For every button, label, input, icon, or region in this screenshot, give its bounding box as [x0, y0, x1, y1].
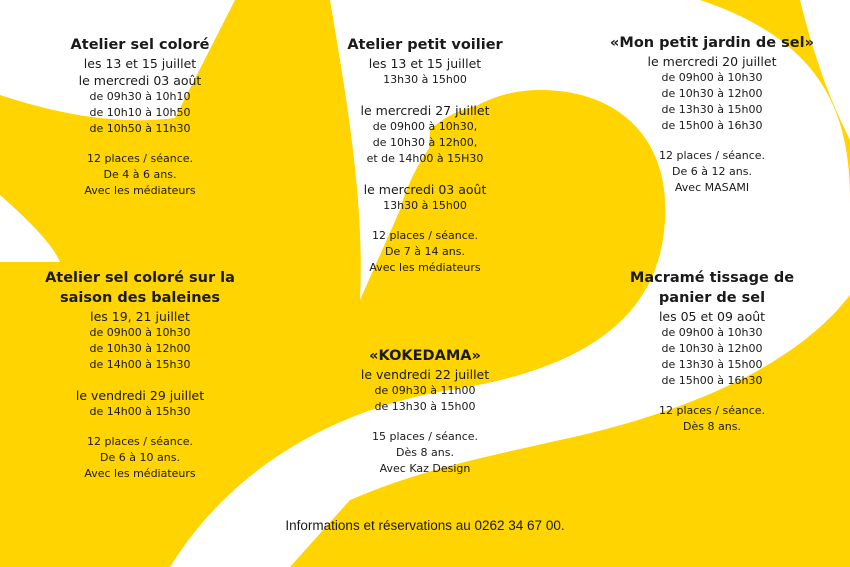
session-detail: Avec Kaz Design [379, 462, 471, 475]
session-detail: de 14h00 à 15h30 [89, 405, 191, 418]
session-date: le vendredi 29 juillet [75, 388, 205, 403]
session-date: les 19, 21 juillet [90, 309, 190, 324]
session-detail: de 10h30 à 12h00 [661, 342, 763, 355]
workshop-title: «Mon petit jardin de sel» [610, 35, 814, 51]
white-shape-left [0, 195, 60, 262]
workshop-petit-voilier [347, 35, 502, 276]
spacer [347, 214, 502, 228]
workshop-sel-colore [71, 35, 210, 199]
session-detail: de 09h00 à 10h30 [89, 326, 191, 339]
spacer [610, 134, 814, 148]
spacer [71, 137, 210, 151]
session-date: le mercredi 03 août [363, 182, 487, 197]
session-detail: de 09h00 à 10h30 [661, 326, 763, 339]
workshop-macrame [627, 268, 797, 435]
workshop-title: Macramé tissage de panier de sel [629, 270, 795, 306]
session-detail: de 15h00 à 16h30 [661, 374, 763, 387]
session-detail: 12 places / séance. [86, 435, 194, 448]
spacer [347, 167, 502, 181]
session-detail: de 14h00 à 15h30 [89, 358, 191, 371]
session-date: les 13 et 15 juillet [368, 56, 482, 71]
session-detail: Avec les médiateurs [369, 261, 481, 274]
footer-info: Informations et réservations au 0262 34 67 00. [285, 518, 565, 533]
session-date: les 13 et 15 juillet [83, 56, 197, 71]
spacer [45, 420, 235, 434]
session-date: le mercredi 20 juillet [647, 54, 777, 69]
session-date: les 05 et 09 août [658, 309, 766, 324]
session-detail: de 09h30 à 10h10 [89, 90, 191, 103]
session-detail: 13h30 à 15h00 [383, 199, 467, 212]
session-detail: Avec les médiateurs [84, 184, 196, 197]
workshop-title: Atelier petit voilier [347, 37, 503, 53]
session-detail: De 6 à 10 ans. [100, 451, 180, 464]
session-detail: De 7 à 14 ans. [385, 245, 465, 258]
session-date: le vendredi 22 juillet [360, 367, 490, 382]
session-detail: Avec MASAMI [674, 181, 750, 194]
workshop-petit-jardin-de-sel [610, 33, 814, 196]
workshop-title: Atelier sel coloré sur la saison des baleines [45, 270, 235, 306]
spacer [347, 88, 502, 102]
session-detail: de 13h30 à 15h00 [661, 103, 763, 116]
session-detail: de 13h30 à 15h00 [374, 400, 476, 413]
workshop-sel-colore-baleines [45, 268, 235, 482]
session-detail: 12 places / séance. [371, 229, 479, 242]
workshop-kokedama [361, 346, 489, 477]
session-detail: 12 places / séance. [658, 404, 766, 417]
spacer [627, 389, 797, 403]
session-detail: 12 places / séance. [658, 149, 766, 162]
session-detail: 15 places / séance. [371, 430, 479, 443]
session-detail: 13h30 à 15h00 [383, 73, 467, 86]
session-detail: de 15h00 à 16h30 [661, 119, 763, 132]
session-detail: Avec les médiateurs [84, 467, 196, 480]
session-detail: 12 places / séance. [86, 152, 194, 165]
session-detail: de 13h30 à 15h00 [661, 358, 763, 371]
workshop-title: «KOKEDAMA» [369, 348, 481, 364]
spacer [45, 373, 235, 387]
session-detail: de 10h30 à 12h00, [372, 136, 478, 149]
session-detail: et de 14h00 à 15H30 [366, 152, 484, 165]
session-detail: de 09h00 à 10h30 [661, 71, 763, 84]
session-detail: de 10h10 à 10h50 [89, 106, 191, 119]
session-detail: de 10h50 à 11h30 [89, 122, 191, 135]
session-detail: de 09h30 à 11h00 [374, 384, 476, 397]
session-detail: de 10h30 à 12h00 [89, 342, 191, 355]
session-detail: De 6 à 12 ans. [672, 165, 752, 178]
session-detail: Dès 8 ans. [396, 446, 454, 459]
session-date: le mercredi 27 juillet [360, 103, 490, 118]
session-detail: de 10h30 à 12h00 [661, 87, 763, 100]
spacer [361, 415, 489, 429]
session-date: le mercredi 03 août [78, 73, 202, 88]
session-detail: de 09h00 à 10h30, [372, 120, 478, 133]
session-detail: Dès 8 ans. [683, 420, 741, 433]
session-detail: De 4 à 6 ans. [103, 168, 177, 181]
workshop-title: Atelier sel coloré [70, 37, 210, 53]
